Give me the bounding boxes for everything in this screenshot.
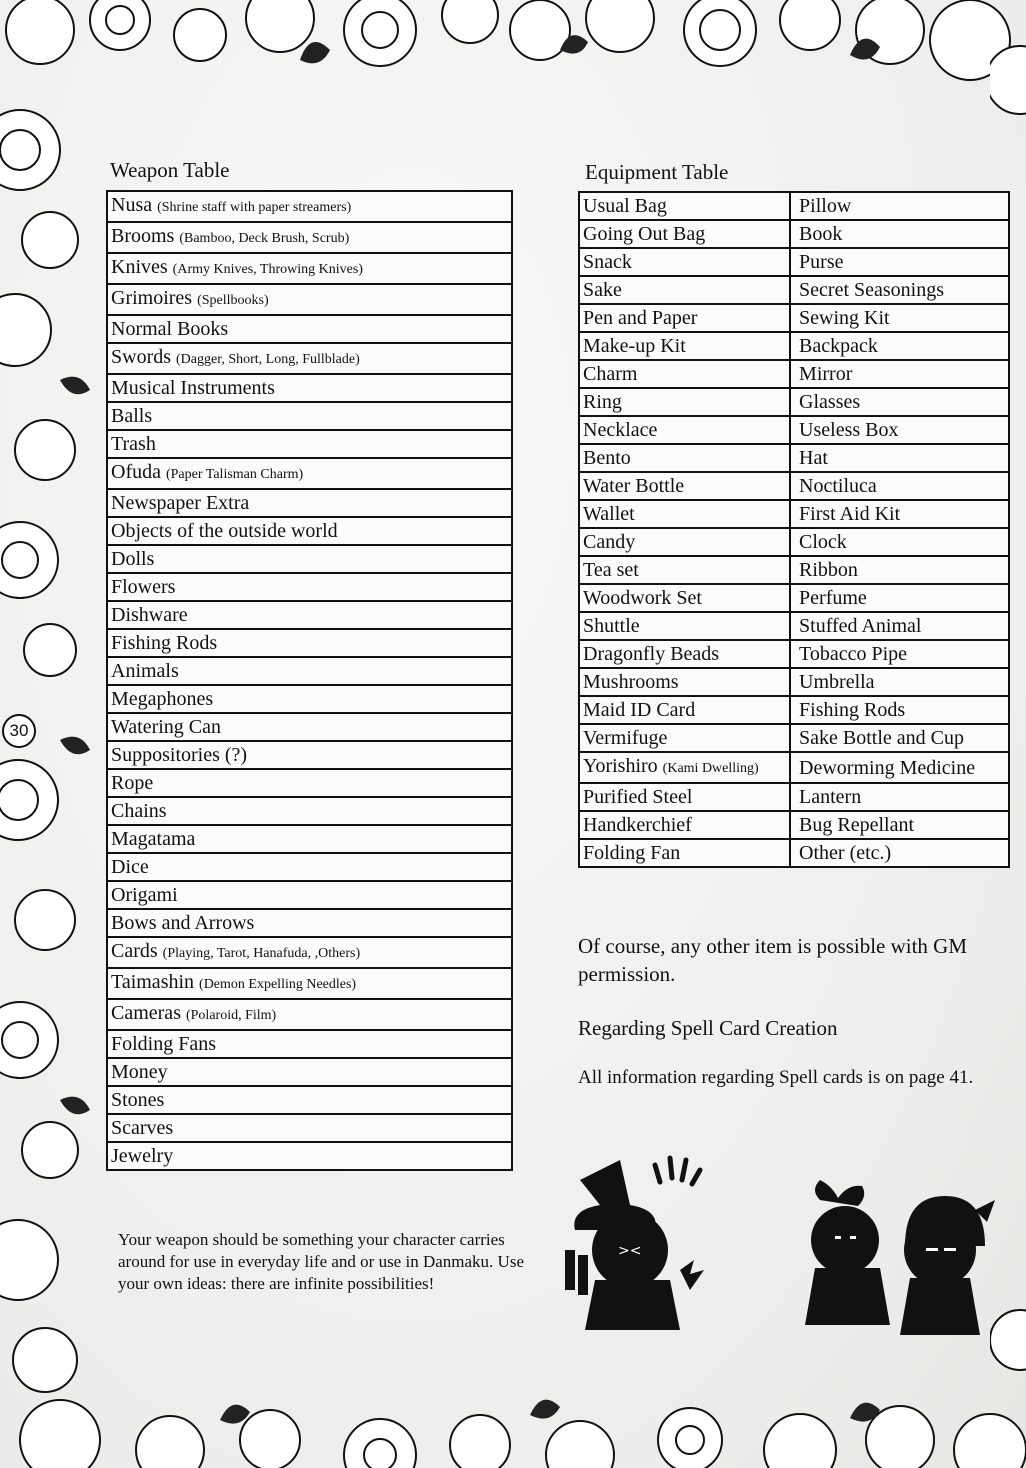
weapon-cell [107,402,512,430]
equipment-table-row [579,276,1009,304]
equipment-cell-right: Tobacco Pipe [790,640,1009,668]
weapon-cell [107,1114,512,1142]
weapon-name: Trash [111,433,156,455]
equipment-table-row [579,640,1009,668]
weapon-cell [107,853,512,881]
weapon-note-detail: (Dagger, Short, Long, Fullblade) [176,352,360,367]
equipment-cell-right: Deworming Medicine [790,752,1009,783]
weapon-name: Swords [111,346,172,368]
equipment-table-title: Equipment Table [585,160,729,184]
weapon-cell [107,999,512,1030]
equipment-cell-left [579,752,790,783]
weapon-table-row [107,284,512,315]
equipment-cell-left [579,668,790,696]
weapon-table-row [107,402,512,430]
weapon-table-row [107,191,512,222]
svg-text:><: >< [618,1243,642,1259]
equipment-cell-left [579,528,790,556]
weapon-note-detail: (Army Knives, Throwing Knives) [172,262,363,277]
weapon-table-row [107,1086,512,1114]
weapon-name: Taimashin [111,971,195,993]
weapon-table-row [107,999,512,1030]
equipment-name: Snack [583,251,632,273]
weapon-name: Balls [111,405,153,427]
weapon-table-row [107,685,512,713]
equipment-cell-right: Sake Bottle and Cup [790,724,1009,752]
weapon-cell [107,430,512,458]
equipment-name: Yorishiro [583,755,658,777]
weapon-table-row [107,713,512,741]
weapon-cell [107,881,512,909]
weapon-table-row [107,1142,512,1170]
weapon-name: Dolls [111,548,155,570]
weapon-cell [107,573,512,601]
weapon-table-row [107,458,512,489]
equipment-name: Bento [583,447,631,469]
equipment-name: Shuttle [583,615,640,637]
weapon-table-row [107,517,512,545]
weapon-table-row [107,825,512,853]
equipment-cell-right: Bug Repellant [790,811,1009,839]
equipment-table-row [579,500,1009,528]
weapon-note-detail: (Paper Talisman Charm) [165,467,304,482]
equipment-cell-left [579,811,790,839]
weapon-table-row [107,968,512,999]
weapon-cell [107,222,512,253]
weapon-cell [107,825,512,853]
weapon-table-row [107,1058,512,1086]
equipment-note-detail: (Kami Dwelling) [662,761,759,776]
page-number: 30 [2,714,36,748]
equipment-name: Woodwork Set [583,587,702,609]
weapon-cell [107,253,512,284]
equipment-name: Folding Fan [583,842,681,864]
spell-card-info: All information regarding Spell cards is on page 41. [578,1067,974,1088]
equipment-table-row [579,584,1009,612]
chibi-silhouettes-illustration [560,1150,1000,1350]
equipment-cell-right: Purse [790,248,1009,276]
weapon-table-row [107,430,512,458]
weapon-table [106,190,513,1171]
equipment-cell-left [579,248,790,276]
equipment-cell-left [579,276,790,304]
equipment-table-row [579,724,1009,752]
weapon-cell [107,968,512,999]
weapon-name: Stones [111,1089,165,1111]
equipment-cell-left [579,783,790,811]
weapon-name: Folding Fans [111,1033,217,1055]
equipment-cell-left [579,360,790,388]
floral-border-bottom [0,1370,1026,1468]
weapon-note-detail: (Spellbooks) [197,293,269,308]
weapon-table-row [107,489,512,517]
equipment-table-row [579,696,1009,724]
equipment-cell-left [579,192,790,220]
weapon-cell [107,909,512,937]
equipment-cell-right: Pillow [790,192,1009,220]
weapon-cell [107,315,512,343]
weapon-name: Suppositories (?) [111,744,248,766]
equipment-cell-right: First Aid Kit [790,500,1009,528]
equipment-cell-left [579,304,790,332]
equipment-cell-left [579,696,790,724]
weapon-table-row [107,741,512,769]
weapon-note: Your weapon should be something your character carries around for use in everyday life and or use in Danmaku. Use your own ideas: there are infinite possibilities! [118,1230,524,1293]
weapon-name: Watering Can [111,716,222,738]
equipment-cell-left [579,332,790,360]
equipment-cell-left [579,724,790,752]
weapon-table-row [107,315,512,343]
equipment-name: Candy [583,531,636,553]
weapon-table-row [107,253,512,284]
weapon-cell [107,458,512,489]
weapon-cell [107,1086,512,1114]
equipment-cell-right: Glasses [790,388,1009,416]
equipment-cell-right: Fishing Rods [790,696,1009,724]
weapon-table-row [107,797,512,825]
equipment-cell-right: Noctiluca [790,472,1009,500]
equipment-cell-right: Hat [790,444,1009,472]
weapon-cell [107,517,512,545]
weapon-table-title: Weapon Table [110,158,230,182]
equipment-table-row [579,556,1009,584]
weapon-name: Fishing Rods [111,632,218,654]
equipment-cell-right: Umbrella [790,668,1009,696]
equipment-cell-left [579,388,790,416]
equipment-table-row [579,811,1009,839]
weapon-table-row [107,545,512,573]
weapon-table-row [107,573,512,601]
weapon-note-detail: (Playing, Tarot, Hanafuda, ,Others) [162,946,361,961]
equipment-table-row [579,248,1009,276]
weapon-table-row [107,601,512,629]
weapon-table-row [107,1114,512,1142]
weapon-name: Magatama [111,828,196,850]
equipment-table-row [579,528,1009,556]
weapon-cell [107,374,512,402]
weapon-cell [107,284,512,315]
equipment-cell-left [579,839,790,867]
equipment-name: Mushrooms [583,671,679,693]
weapon-table-row [107,909,512,937]
weapon-cell [107,713,512,741]
weapon-name: Megaphones [111,688,214,710]
equipment-table-row [579,839,1009,867]
weapon-name: Jewelry [111,1145,174,1167]
equipment-cell-left [579,472,790,500]
weapon-cell [107,937,512,968]
equipment-table-row [579,220,1009,248]
any-item-note: Of course, any other item is possible with GM permission. [578,934,968,986]
weapon-cell [107,489,512,517]
equipment-cell-right: Secret Seasonings [790,276,1009,304]
equipment-table [578,191,1010,868]
equipment-name: Necklace [583,419,658,441]
equipment-name: Sake [583,279,622,301]
weapon-name: Ofuda [111,461,161,483]
weapon-name: Scarves [111,1117,174,1139]
weapon-name: Money [111,1061,168,1083]
weapon-table-row [107,657,512,685]
equipment-cell-right: Ribbon [790,556,1009,584]
equipment-cell-left [579,444,790,472]
equipment-cell-left [579,584,790,612]
weapon-name: Cameras [111,1002,181,1024]
spell-card-heading: Regarding Spell Card Creation [578,1016,838,1040]
weapon-name: Chains [111,800,167,822]
equipment-cell-right: Stuffed Animal [790,612,1009,640]
equipment-cell-right: Book [790,220,1009,248]
weapon-table-row [107,343,512,374]
weapon-name: Brooms [111,225,175,247]
equipment-cell-right: Other (etc.) [790,839,1009,867]
weapon-table-row [107,222,512,253]
equipment-cell-left [579,220,790,248]
equipment-table-row [579,752,1009,783]
weapon-cell [107,1142,512,1170]
equipment-table-row [579,668,1009,696]
weapon-table-row [107,769,512,797]
equipment-cell-right: Mirror [790,360,1009,388]
equipment-table-row [579,304,1009,332]
equipment-cell-right: Sewing Kit [790,304,1009,332]
weapon-cell [107,741,512,769]
weapon-cell [107,545,512,573]
equipment-name: Usual Bag [583,195,667,217]
equipment-cell-left [579,556,790,584]
equipment-name: Purified Steel [583,786,693,808]
weapon-cell [107,657,512,685]
equipment-table-row [579,388,1009,416]
equipment-cell-right: Clock [790,528,1009,556]
weapon-cell [107,191,512,222]
weapon-name: Cards [111,940,158,962]
weapon-cell [107,601,512,629]
equipment-table-row [579,416,1009,444]
weapon-name: Knives [111,256,168,278]
weapon-name: Objects of the outside world [111,520,338,542]
equipment-name: Wallet [583,503,635,525]
weapon-name: Dice [111,856,149,878]
weapon-cell [107,797,512,825]
weapon-cell [107,685,512,713]
equipment-name: Make-up Kit [583,335,686,357]
weapon-name: Newspaper Extra [111,492,250,514]
equipment-name: Handkerchief [583,814,692,836]
equipment-table-row [579,360,1009,388]
weapon-name: Musical Instruments [111,377,275,399]
equipment-name: Dragonfly Beads [583,643,720,665]
weapon-name: Origami [111,884,178,906]
equipment-table-row [579,444,1009,472]
equipment-table-row [579,192,1009,220]
equipment-name: Maid ID Card [583,699,696,721]
equipment-cell-left [579,500,790,528]
weapon-cell [107,343,512,374]
weapon-cell [107,1058,512,1086]
weapon-note-detail: (Bamboo, Deck Brush, Scrub) [179,231,350,246]
equipment-name: Vermifuge [583,727,668,749]
weapon-name: Flowers [111,576,176,598]
weapon-note-detail: (Demon Expelling Needles) [199,977,357,992]
weapon-cell [107,769,512,797]
weapon-name: Animals [111,660,179,682]
equipment-cell-left [579,640,790,668]
equipment-cell-right: Useless Box [790,416,1009,444]
weapon-name: Bows and Arrows [111,912,255,934]
equipment-table-row [579,783,1009,811]
weapon-table-row [107,629,512,657]
equipment-table-row [579,612,1009,640]
equipment-name: Pen and Paper [583,307,698,329]
weapon-name: Normal Books [111,318,229,340]
equipment-cell-left [579,416,790,444]
weapon-name: Nusa [111,194,153,216]
equipment-name: Going Out Bag [583,223,706,245]
equipment-cell-left [579,612,790,640]
equipment-name: Water Bottle [583,475,685,497]
equipment-table-row [579,472,1009,500]
weapon-table-row [107,853,512,881]
weapon-cell [107,1030,512,1058]
equipment-table-row [579,332,1009,360]
weapon-table-row [107,1030,512,1058]
weapon-table-row [107,937,512,968]
equipment-name: Tea set [583,559,639,581]
weapon-table-row [107,374,512,402]
weapon-cell [107,629,512,657]
weapon-name: Rope [111,772,154,794]
weapon-name: Dishware [111,604,188,626]
weapon-name: Grimoires [111,287,193,309]
equipment-name: Ring [583,391,622,413]
weapon-table-row [107,881,512,909]
equipment-cell-right: Backpack [790,332,1009,360]
equipment-cell-right: Lantern [790,783,1009,811]
floral-border-top [0,0,1026,120]
equipment-cell-right: Perfume [790,584,1009,612]
equipment-name: Charm [583,363,638,385]
weapon-note-detail: (Shrine staff with paper streamers) [157,200,352,215]
weapon-note-detail: (Polaroid, Film) [185,1008,277,1023]
